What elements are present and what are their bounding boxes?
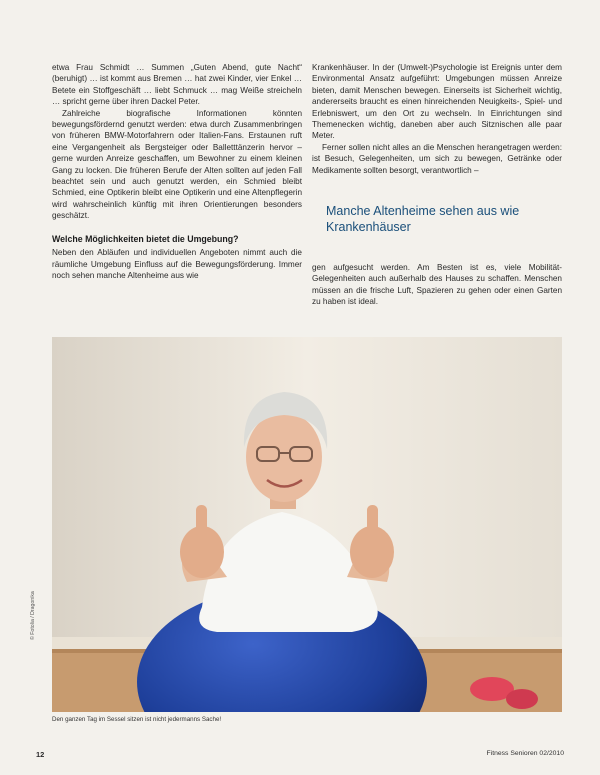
page-number: 12 [36, 750, 45, 759]
right-paragraph-1: Krankenhäuser. In der (Umwelt-)Psychologie ist Ereignis unter dem Environmental Ansatz aufgeführt: Umgebungen müssen Anreize bieten, damit Menschen bewegen. Einerseits ist Sicherheit wichtig, andererseits braucht es einen hinreichenden Neuigkeits-, Spiel- und Erlebniswert, um den Ort zu wechseln. In Einrichtungen sind Themenecken wichtig, daneben aber auch Sitznischen alle paar Meter. [312, 63, 562, 141]
photo-credit: © Fotolia / Dragonika [30, 591, 36, 640]
photo-caption: Den ganzen Tag im Sessel sitzen ist nicht jedermanns Sache! [52, 716, 222, 723]
left-text-column [52, 62, 302, 281]
magazine-issue: Fitness Senioren 02/2010 [486, 750, 564, 757]
left-paragraph-3: Neben den Abläufen und individuellen Angeboten nimmt auch die räumliche Umgebung Einfluss auf die Bewegungsförderung. Immer noch sehen manche Altenheime aus wie [52, 248, 302, 280]
photo-senior-exercise-ball [52, 337, 562, 712]
right-paragraph-2: Ferner sollen nicht alles an die Menschen herangetragen werden: ist Besuch, Gelegenheiten, um sich zu bewegen, Getränke oder Medikamente sollten besorgt, verantwortlich – [312, 142, 562, 175]
right-text-column [312, 62, 562, 176]
right-paragraph-3: gen aufgesucht werden. Am Besten ist es, viele Mobilität-Gelegenheiten auch außerhalb des Hauses zu schaffen. Menschen müssen an die frische Luft, Spazieren zu gehen oder einen Garten zu haben ist ideal. [312, 263, 562, 307]
left-paragraph-2: Zahlreiche biografische Informationen könnten bewegungsfördernd genutzt werden: etwa durch Zusammenbringen von früheren BMW-Motorfahrern oder Italien-Fans. Erstaunen ruft eine Vergangenheit als Bergsteiger oder Balletttänzerin hervor – gerne wurden Anreize geschaffen, um Bewohner zu einem kleinen Gang zu locken. Die früheren Berufe der Alten sollten auf jeden Fall beachtet sein und auch genutzt werden, ein Schmied bleibt Schmied, eine Optikerin bleibt eine Optikerin und eine Altenpflegerin wird wahrscheinlich künftig mit ihren Orientierungen besonders geschätzt. [52, 108, 302, 221]
pull-quote: Manche Altenheime sehen aus wie Krankenhäuser [326, 204, 520, 234]
left-paragraph-1: etwa Frau Schmidt … Summen „Guten Abend, gute Nacht“ (beruhigt) … ist kommt aus Bremen … hat zwei Kinder, vier Enkel … Betete ein Stoffgeschäft … liebt Schmuck … mag Weiße streicheln … spricht gerne über ihren Dackel Peter. [52, 63, 302, 107]
section-subheading: Welche Möglichkeiten bietet die Umgebung? [52, 233, 239, 244]
